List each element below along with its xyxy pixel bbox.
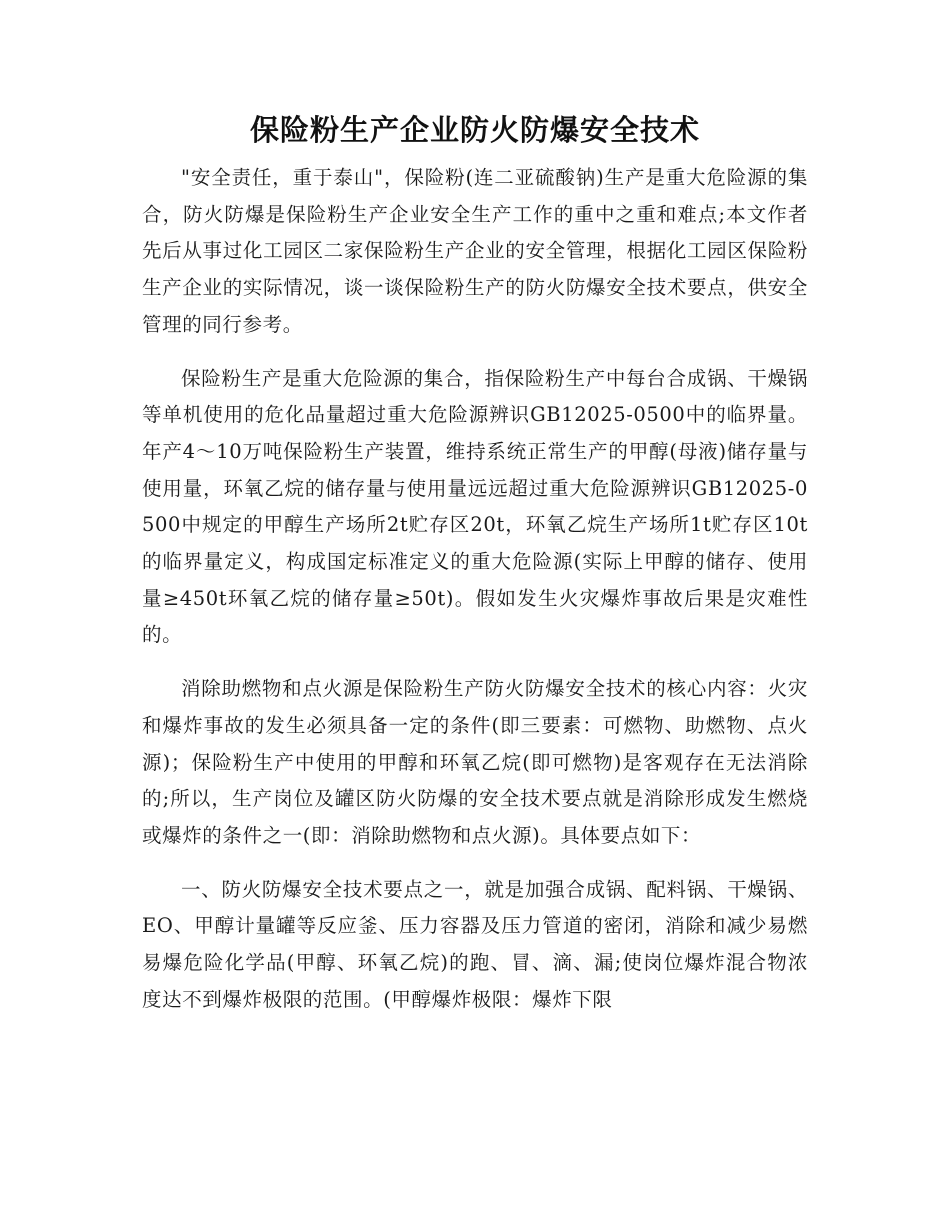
paragraph-intro: "安全责任，重于泰山"，保险粉(连二亚硫酸钠)生产是重大危险源的集合，防火防爆是保险粉生产企业安全生产工作的重中之重和难点;本文作者先后从事过化工园区二家保险粉生产企业的安全管理，根据化工园区保险粉生产企业的实际情况，谈一谈保险粉生产的防火防爆安全技术要点，供安全管理的同行参考。	[142, 166, 808, 336]
document-body	[142, 160, 808, 1035]
paragraph-core-content: 消除助燃物和点火源是保险粉生产防火防爆安全技术的核心内容：火灾和爆炸事故的发生必须具备一定的条件(即三要素：可燃物、助燃物、点火源)；保险粉生产中使用的甲醇和环氧乙烷(即可燃物)是客观存在无法消除的;所以，生产岗位及罐区防火防爆的安全技术要点就是消除形成发生燃烧或爆炸的条件之一(即：消除助燃物和点火源)。具体要点如下：	[142, 677, 808, 847]
paragraph-point-one: 一、防火防爆安全技术要点之一，就是加强合成锅、配料锅、干燥锅、EO、甲醇计量罐等反应釜、压力容器及压力管道的密闭，消除和减少易燃易爆危险化学品(甲醇、环氧乙烷)的跑、冒、滴、漏;使岗位爆炸混合物浓度达不到爆炸极限的范围。(甲醇爆炸极限：爆炸下限	[142, 877, 808, 1011]
document-title: 保险粉生产企业防火防爆安全技术	[249, 113, 700, 147]
paragraph-hazard-source: 保险粉生产是重大危险源的集合，指保险粉生产中每台合成锅、干燥锅等单机使用的危化品量超过重大危险源辨识GB12025-0500中的临界量。年产4～10万吨保险粉生产装置，维持系统正常生产的甲醇(母液)储存量与使用量，环氧乙烷的储存量与使用量远远超过重大危险源辨识GB12025-0500中规定的甲醇生产场所2t贮存区20t，环氧乙烷生产场所1t贮存区10t的临界量定义，构成国定标准定义的重大危险源(实际上甲醇的储存、使用量≥450t环氧乙烷的储存量≥50t)。假如发生火灾爆炸事故后果是灾难性的。	[142, 366, 808, 647]
